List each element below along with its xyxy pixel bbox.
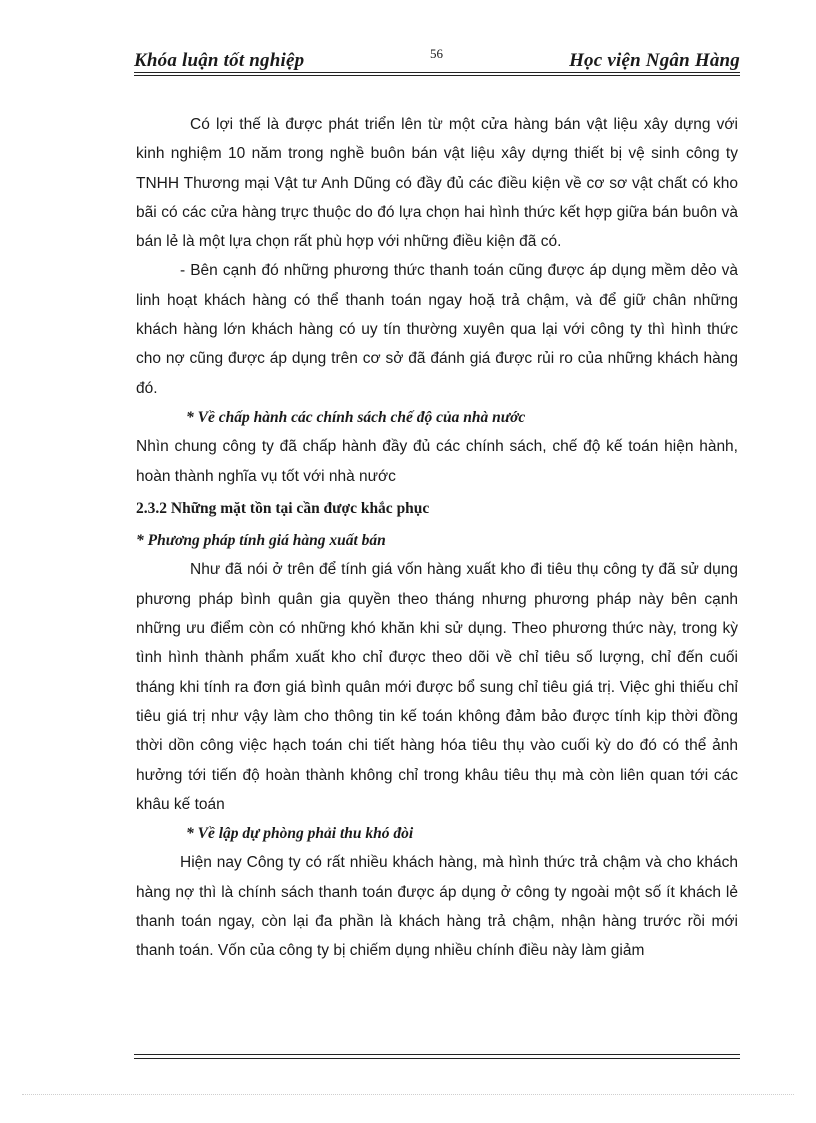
paragraph-pricing-method: Như đã nói ở trên để tính giá vốn hàng xuất kho đi tiêu thụ công ty đã sử dụng phương pháp bình quân gia quyền theo tháng nhưng phương pháp này bên cạnh những ưu điểm còn có những khó khăn khi sử dụng. Theo phương thức này, trong kỳ tình hình thành phẩm xuất kho chỉ được theo dõi về chỉ tiêu số lượng, chỉ đến cuối tháng khi tính ra đơn giá bình quân mới được bổ sung chỉ tiêu giá trị. Việc ghi thiếu chỉ tiêu giá trị như vậy làm cho thông tin kế toán không đảm bảo được tính kịp thời đồng thời dồn công việc hạch toán chi tiết hàng hóa tiêu thụ vào cuối kỳ do đó có thể ảnh hưởng tới tiến độ hoàn thành không chỉ trong khâu tiêu thụ mà còn liên quan tới các khâu kế toán	[136, 561, 738, 813]
header-divider	[134, 72, 740, 76]
paragraph-advantage: Có lợi thế là được phát triển lên từ một cửa hàng bán vật liệu xây dựng với kinh nghiệm 10 năm trong nghề buôn bán vật liệu xây dựng thiết bị vệ sinh công ty TNHH Thương mại Vật tư Anh Dũng có đầy đủ các điều kiện về cơ sơ vật chất có kho bãi có các cửa hàng trực thuộc do đó lựa chọn hai hình thức kết hợp giữa bán buôn và bán lẻ là một lựa chọn rất phù hợp với những điều kiện đã có.	[136, 116, 738, 251]
paragraph-bad-debt: Hiện nay Công ty có rất nhiều khách hàng, mà hình thức trả chậm và cho khách hàng nợ thì là chính sách thanh toán được áp dụng ở công ty ngoài một số ít khách lẻ thanh toán ngay, còn lại đa phần là khách hàng trả chậm, nhận hàng trước rồi mới thanh toán. Vốn của công ty bị chiếm dụng nhiều chính điều này làm giảm	[136, 854, 738, 960]
paragraph-compliance: Nhìn chung công ty đã chấp hành đầy đủ các chính sách, chế độ kế toán hiện hành, hoàn thành nghĩa vụ tốt với nhà nước	[136, 438, 738, 485]
subheading-compliance: * Về chấp hành các chính sách chế độ của nhà nước	[186, 408, 526, 426]
section-heading-2-3-2: 2.3.2 Những mặt tồn tại cần được khắc phục	[136, 499, 430, 517]
paragraph-payment-methods: - Bên cạnh đó những phương thức thanh toán cũng được áp dụng mềm dẻo và linh hoạt khách hàng có thể thanh toán ngay hoặ trả chậm, và để giữ chân những khách hàng lớn khách hàng có uy tín thường xuyên qua lại với công ty thì hình thức cho nợ cũng được áp dụng trên cơ sở đã đánh giá được rủi ro của những khách hàng đó.	[136, 262, 738, 397]
page-bottom-edge	[22, 1094, 794, 1095]
header-institution: Học viện Ngân Hàng	[569, 50, 740, 71]
subheading-bad-debt-provision: * Về lập dự phòng phải thu khó đòi	[186, 825, 414, 843]
header-thesis-title: Khóa luận tốt nghiệp	[134, 50, 305, 71]
footer-divider	[134, 1054, 740, 1059]
page-number: 56	[430, 46, 443, 61]
document-body	[136, 110, 738, 966]
subheading-pricing-method: * Phương pháp tính giá hàng xuất bán	[136, 532, 386, 550]
